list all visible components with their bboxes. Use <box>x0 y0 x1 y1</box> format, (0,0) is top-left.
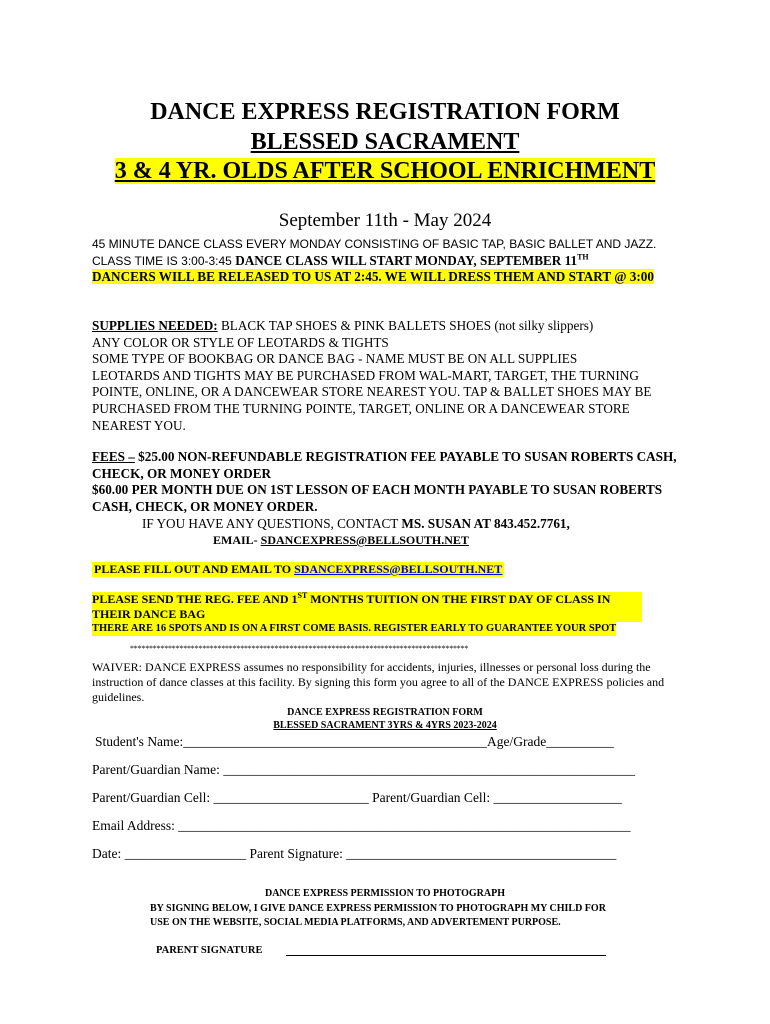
photo-permission-text: BY SIGNING BELOW, I GIVE DANCE EXPRESS PERMISSION TO PHOTOGRAPH MY CHILD FOR USE ON THE WEBSITE, SOCIAL MEDIA PLATFORMS, AND ADVERTEMENT PURPOSE. <box>150 903 606 928</box>
fill-out-notice: PLEASE FILL OUT AND EMAIL TO SDANCEXPRESS@BELLSOUTH.NET <box>94 562 503 576</box>
class-description: 45 MINUTE DANCE CLASS EVERY MONDAY CONSISTING OF BASIC TAP, BASIC BALLET AND JAZZ. CLASS TIME IS 3:00-3:45 DANCE CLASS WILL START MONDAY, SEPTEMBER 11TH DANCERS WILL BE RELEASED TO US AT 2:45. WE WILL DRESS THEM AND START @ 3:00 <box>92 237 657 285</box>
date-signature-field[interactable]: Date: __________________ Parent Signature: ________________________________________ <box>92 846 617 861</box>
student-name-field[interactable]: Student's Name:_____________________________________________Age/Grade__________ <box>95 734 614 749</box>
spots-notice: THERE ARE 16 SPOTS AND IS ON A FIRST COME BASIS. REGISTER EARLY TO GUARANTEE YOUR SPOT <box>92 623 617 634</box>
submit-email-link[interactable]: SDANCEXPRESS@BELLSOUTH.NET <box>294 562 503 576</box>
fees-label: FEES – <box>92 449 135 464</box>
waiver-text: WAIVER: DANCE EXPRESS assumes no responsibility for accidents, injuries, illnesses or personal loss during the instruction of dance classes at this facility. By signing this form you agree to all of the DANCE EXPRESS policies and guidelines. <box>92 660 665 704</box>
supplies-label: SUPPLIES NEEDED: <box>92 318 218 333</box>
supplies-section: SUPPLIES NEEDED: BLACK TAP SHOES & PINK BALLETS SHOES (not silky slippers) ANY COLOR OR STYLE OF LEOTARDS & TIGHTS SOME TYPE OF BOOKBAG OR DANCE BAG - NAME MUST BE ON ALL SUPPLIES LEOTARDS AND TIGHTS MAY BE PURCHASED FROM WAL-MART, TARGET, THE TURNING POINTE, ONLINE, OR A DANCEWEAR STORE NEAREST YOU. TAP & BALLET SHOES MAY BE PURCHASED FROM THE TURNING POINTE, TARGET, ONLINE OR A DANCEWEAR STORE NEAREST YOU. <box>92 318 652 433</box>
release-notice: DANCERS WILL BE RELEASED TO US AT 2:45. WE WILL DRESS THEM AND START @ 3:00 <box>92 269 654 285</box>
form-title: DANCE EXPRESS REGISTRATION FORM <box>150 99 620 125</box>
contact-email-line: EMAIL- SDANCEXPRESS@BELLSOUTH.NET <box>213 533 469 547</box>
date-range: September 11th - May 2024 <box>278 210 492 231</box>
fees-section: FEES – $25.00 NON-REFUNDABLE REGISTRATION FEE PAYABLE TO SUSAN ROBERTS CASH, CHECK, OR MONEY ORDER $60.00 PER MONTH DUE ON 1ST LESSON OF EACH MONTH PAYABLE TO SUSAN ROBERTS CASH, CHECK, OR MONEY ORDER. <box>92 449 677 514</box>
registration-form-subtitle: BLESSED SACRAMENT 3YRS & 4YRS 2023-2024 <box>273 720 497 731</box>
email-address-field[interactable]: Email Address: ___________________________________________________________________ <box>92 818 631 833</box>
divider: ***************************************************************************************** <box>130 644 469 653</box>
registration-form-title: DANCE EXPRESS REGISTRATION FORM <box>287 707 483 718</box>
photo-permission-title: DANCE EXPRESS PERMISSION TO PHOTOGRAPH <box>264 888 506 899</box>
contact-line: IF YOU HAVE ANY QUESTIONS, CONTACT MS. SUSAN AT 843.452.7761, <box>142 516 570 531</box>
parent-signature-line[interactable] <box>286 955 606 956</box>
contact-email-link[interactable]: SDANCEXPRESS@BELLSOUTH.NET <box>260 533 469 547</box>
tuition-notice: PLEASE SEND THE REG. FEE AND 1ST MONTHS TUITION ON THE FIRST DAY OF CLASS IN THEIR DANCE BAG <box>92 592 642 622</box>
school-name: BLESSED SACRAMENT <box>250 129 520 155</box>
parent-signature-label: PARENT SIGNATURE <box>156 945 263 956</box>
parent-name-field[interactable]: Parent/Guardian Name: _____________________________________________________________ <box>92 762 635 777</box>
program-title: 3 & 4 YR. OLDS AFTER SCHOOL ENRICHMENT <box>114 158 656 184</box>
parent-cell-fields[interactable]: Parent/Guardian Cell: _______________________ Parent/Guardian Cell: ___________________ <box>92 790 622 805</box>
